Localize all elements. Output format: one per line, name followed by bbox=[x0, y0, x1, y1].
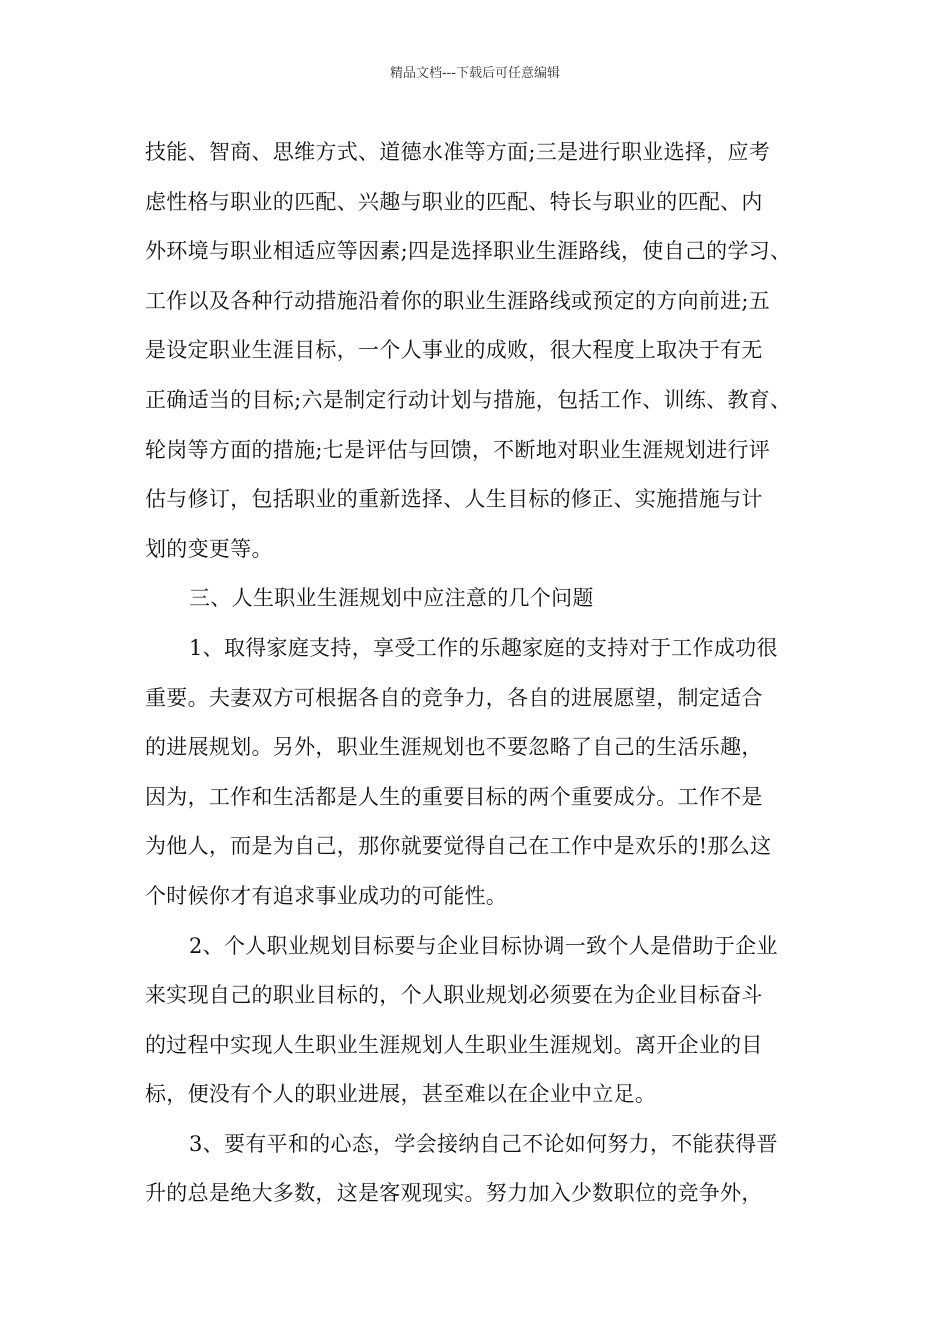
text-line: 轮岗等方面的措施;七是评估与回馈，不断地对职业生涯规划进行评 bbox=[145, 437, 771, 462]
text-line: 来实现自己的职业目标的，个人职业规划必须要在为企业目标奋斗 bbox=[145, 983, 763, 1008]
text-line: 技能、智商、思维方式、道德水准等方面;三是进行职业选择，应考 bbox=[145, 140, 771, 164]
text-line: 为他人，而是为自己，那你就要觉得自己在工作中是欢乐的!那么这 bbox=[145, 834, 772, 859]
text-line: 虑性格与职业的匹配、兴趣与职业的匹配、特长与职业的匹配、内 bbox=[145, 189, 763, 214]
text-line: 的过程中实现人生职业生涯规划人生职业生涯规划。离开企业的目 bbox=[145, 1032, 763, 1057]
text-line: 划的变更等。 bbox=[145, 536, 273, 561]
text-line: 3、要有平和的心态，学会接纳自己不论如何努力，不能获得晋 bbox=[189, 1131, 778, 1156]
text-line: 正确适当的目标;六是制定行动计划与措施，包括工作、训练、教育、 bbox=[145, 387, 792, 412]
text-line: 因为，工作和生活都是人生的重要目标的两个重要成分。工作不是 bbox=[145, 784, 763, 809]
text-line: 重要。夫妻双方可根据各自的竞争力，各自的进展愿望，制定适合 bbox=[145, 685, 763, 710]
text-line: 个时候你才有追求事业成功的可能性。 bbox=[145, 883, 508, 908]
text-line: 1、取得家庭支持，享受工作的乐趣家庭的支持对于工作成功很 bbox=[189, 635, 778, 660]
text-line: 升的总是绝大多数，这是客观现实。努力加入少数职位的竞争外， bbox=[145, 1181, 763, 1206]
section-heading: 三、人生职业生涯规划中应注意的几个问题 bbox=[189, 586, 594, 611]
text-line: 的进展规划。另外，职业生涯规划也不要忽略了自己的生活乐趣， bbox=[145, 735, 763, 760]
text-line: 估与修订，包括职业的重新选择、人生目标的修正、实施措施与计 bbox=[145, 487, 763, 512]
text-line: 工作以及各种行动措施沿着你的职业生涯路线或预定的方向前进;五 bbox=[145, 288, 771, 313]
text-line: 2、个人职业规划目标要与企业目标协调一致个人是借助于企业 bbox=[189, 933, 778, 958]
document-body bbox=[145, 128, 825, 1219]
page-header: 精品文档---下载后可任意编辑 bbox=[389, 66, 561, 81]
text-line: 外环境与职业相适应等因素;四是选择职业生涯路线，使自己的学习、 bbox=[145, 239, 792, 264]
text-line: 标，便没有个人的职业进展，甚至难以在企业中立足。 bbox=[145, 1082, 657, 1107]
text-line: 是设定职业生涯目标，一个人事业的成败，很大程度上取决于有无 bbox=[145, 338, 763, 363]
